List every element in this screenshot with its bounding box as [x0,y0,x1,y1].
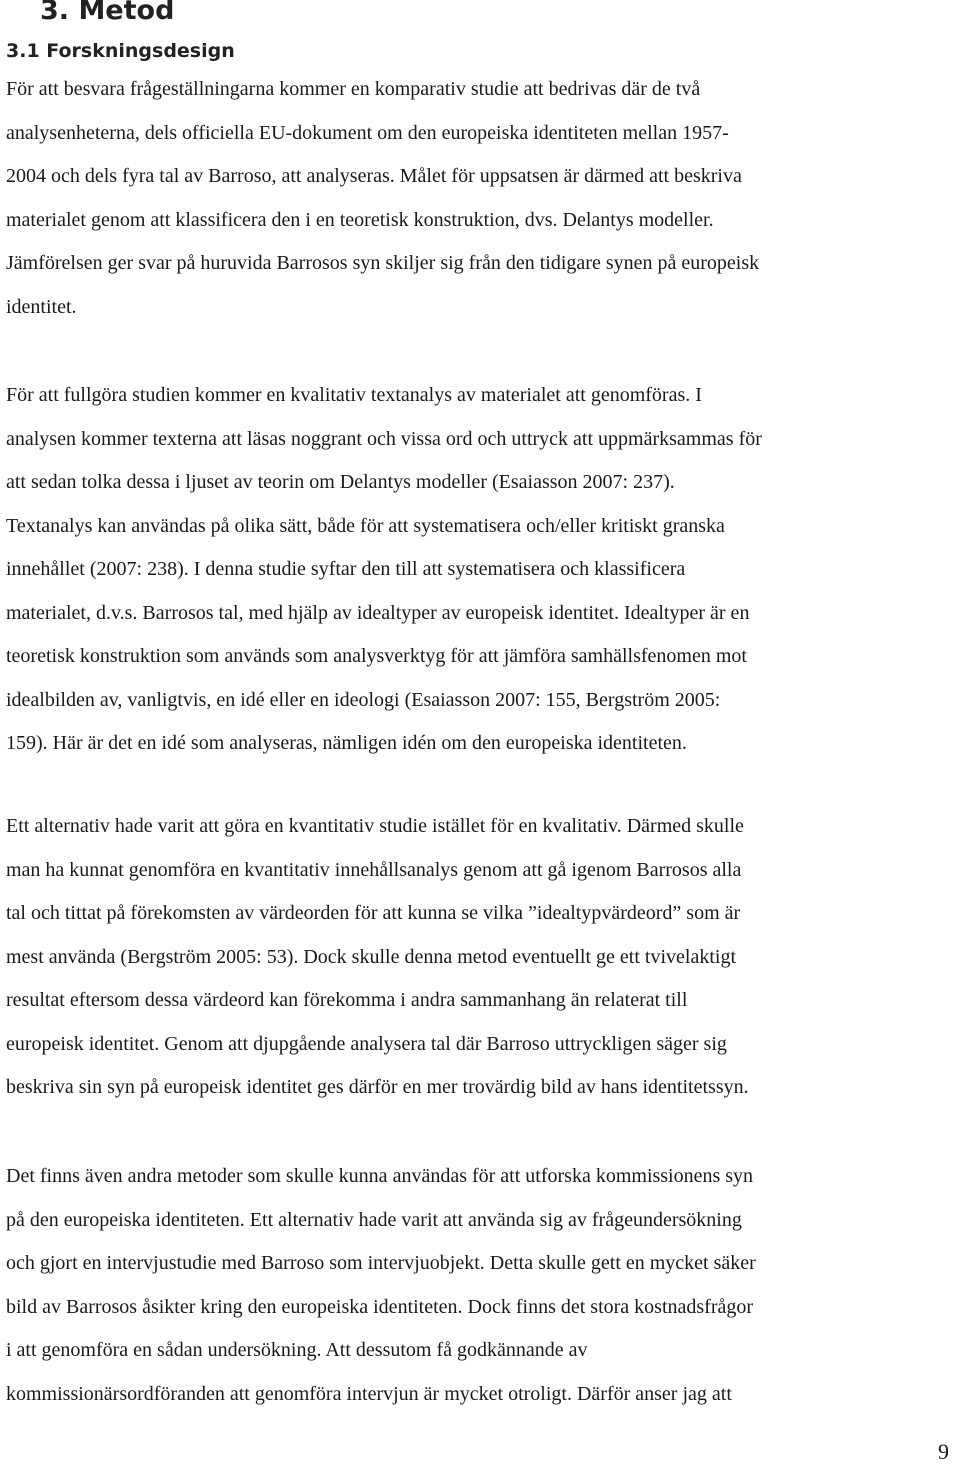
text-line: Jämförelsen ger svar på huruvida Barrosos syn skiljer sig från den tidigare synen på europeisk [6,252,760,274]
paragraph-quantitative-alternative [6,805,960,1110]
text-line: materialet, d.v.s. Barrosos tal, med hjälp av idealtyper av europeisk identitet. Idealtyper är en [6,601,750,624]
text-line: Ett alternativ hade varit att göra en kvantitativ studie istället för en kvalitativ. Därmed skulle [6,815,744,837]
text-line: man ha kunnat genomföra en kvantitativ innehållsanalys genom att gå igenom Barrosos alla [6,858,742,881]
paragraph-other-methods [6,1155,960,1416]
text-line: idealbilden av, vanligtvis, en idé eller en ideologi (Esaiasson 2007: 155, Bergström 2005: [6,688,721,711]
text-line: tal och tittat på förekomsten av värdeorden för att kunna se vilka ”idealtypvärdeord” som är [6,902,741,924]
text-line: Det finns även andra metoder som skulle kunna användas för att utforska kommissionens syn [6,1165,754,1187]
paragraph-research-design [6,68,960,329]
text-line: identitet. [6,295,77,318]
text-line: innehållet (2007: 238). I denna studie syftar den till att systematisera och klassificera [6,558,686,580]
text-line: i att genomföra en sådan undersökning. Att dessutom få godkännande av [6,1339,588,1361]
text-line: beskriva sin syn på europeisk identitet ges därför en mer trovärdig bild av hans identitetssyn. [6,1076,749,1098]
text-line: bild av Barrosos åsikter kring den europeiska identiteten. Dock finns det stora kostnadsfrågor [6,1295,754,1318]
text-line: och gjort en intervjustudie med Barroso som intervjuobjekt. Detta skulle gett en mycket säker [6,1252,756,1274]
text-line: på den europeiska identiteten. Ett alternativ hade varit att använda sig av frågeundersökning [6,1208,742,1231]
section-heading: 3.1 Forskningsdesign [6,40,235,62]
chapter-heading: 3. Metod [40,0,175,26]
text-line: 159). Här är det en idé som analyseras, nämligen idén om den europeiska identiteten. [6,732,687,754]
text-line: analysen kommer texterna att läsas noggrant och vissa ord och uttryck att uppmärksammas för [6,427,762,450]
text-line: För att fullgöra studien kommer en kvalitativ textanalys av materialet att genomföras. I [6,384,702,406]
text-line: mest använda (Bergström 2005: 53). Dock skulle denna metod eventuellt ge ett tvivelaktigt [6,945,737,968]
page-number: 9 [938,1439,949,1464]
paragraph-text-analysis [6,374,960,766]
text-line: teoretisk konstruktion som används som analysverktyg för att jämföra samhällsfenomen mot [6,645,747,667]
text-line: analysenheterna, dels officiella EU-dokument om den europeiska identiteten mellan 1957- [6,121,729,144]
text-line: För att besvara frågeställningarna kommer en komparativ studie att bedrivas där de två [6,78,701,100]
text-line: kommissionärsordföranden att genomföra intervjun är mycket otroligt. Därför anser jag att [6,1382,732,1405]
text-line: europeisk identitet. Genom att djupgående analysera tal där Barroso uttryckligen säger sig [6,1032,727,1055]
text-line: 2004 och dels fyra tal av Barroso, att analyseras. Målet för uppsatsen är därmed att beskriva [6,165,742,187]
text-line: resultat eftersom dessa värdeord kan förekomma i andra sammanhang än relaterat till [6,989,688,1011]
text-line: Textanalys kan användas på olika sätt, både för att systematisera och/eller kritiskt granska [6,514,725,537]
text-line: materialet genom att klassificera den i en teoretisk konstruktion, dvs. Delantys modeller. [6,208,714,231]
text-line: att sedan tolka dessa i ljuset av teorin om Delantys modeller (Esaiasson 2007: 237). [6,471,675,493]
